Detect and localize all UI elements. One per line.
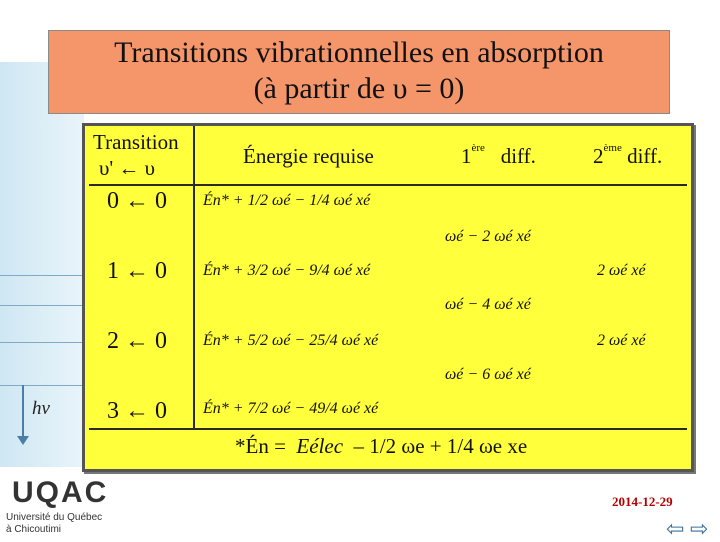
back-arrow-icon[interactable]: ⇦ — [666, 516, 685, 541]
header-second-sup: ème — [603, 142, 622, 154]
photon-arrow — [22, 385, 24, 437]
transition-table — [82, 123, 694, 472]
transition-cell: 0 ← 0 — [107, 188, 167, 214]
footer-rest: – 1/2 ωe + 1/4 ωe xe — [353, 434, 528, 458]
uqac-logo: UQAC — [12, 476, 109, 509]
header-first-sup: ère — [471, 142, 485, 154]
slide-title — [48, 30, 670, 114]
footer-rule — [89, 428, 687, 430]
energy-cell: Én* + 5/2 ωé − 25/4 ωé xé — [203, 332, 379, 349]
footer-eelec: Eélec — [296, 434, 344, 458]
header-first-diff — [461, 144, 536, 169]
header-second-diff — [593, 144, 662, 169]
header-second-word: diff. — [627, 144, 663, 168]
second-diff-cell: 2 ωé xé — [597, 262, 646, 279]
transition-cell: 2 ← 0 — [107, 328, 167, 354]
header-rule — [89, 184, 687, 186]
header-first-word: diff. — [500, 144, 536, 168]
side-divider — [0, 305, 84, 306]
title-line-1: Transitions vibrationnelles en absorption — [114, 36, 604, 69]
first-diff-cell: ωé − 2 ωé xé — [445, 228, 531, 245]
energy-cell: Én* + 1/2 ωé − 1/4 ωé xé — [203, 192, 371, 209]
footer-lead: *Én = — [235, 434, 286, 458]
logo-sub-line-1: Université du Québec — [6, 512, 103, 523]
logo-sub-line-2: à Chicoutimi — [6, 524, 62, 535]
header-transition-symbol: υ' ← υ — [99, 156, 156, 180]
slide-date: 2014-12-29 — [612, 494, 673, 509]
first-diff-cell: ωé − 6 ωé xé — [445, 366, 531, 383]
side-divider — [0, 342, 84, 343]
title-line-2: (à partir de υ = 0) — [253, 72, 465, 105]
header-first-num: 1 — [461, 144, 472, 168]
energy-cell: Én* + 3/2 ωé − 9/4 ωé xé — [203, 262, 371, 279]
transition-cell: 1 ← 0 — [107, 258, 167, 284]
footer-formula — [235, 434, 527, 459]
side-divider — [0, 385, 84, 386]
header-second-num: 2 — [593, 144, 604, 168]
column-divider — [193, 126, 195, 428]
side-divider — [0, 275, 84, 276]
transition-cell: 3 ← 0 — [107, 398, 167, 424]
energy-cell: Én* + 7/2 ωé − 49/4 ωé xé — [203, 400, 379, 417]
header-energy: Énergie requise — [243, 144, 374, 168]
forward-arrow-icon[interactable]: ⇨ — [690, 516, 709, 541]
photon-label: hν — [32, 398, 50, 419]
first-diff-cell: ωé − 4 ωé xé — [445, 296, 531, 313]
header-transition: Transition — [93, 130, 179, 154]
uqac-logo-subtitle — [6, 512, 102, 536]
second-diff-cell: 2 ωé xé — [597, 332, 646, 349]
